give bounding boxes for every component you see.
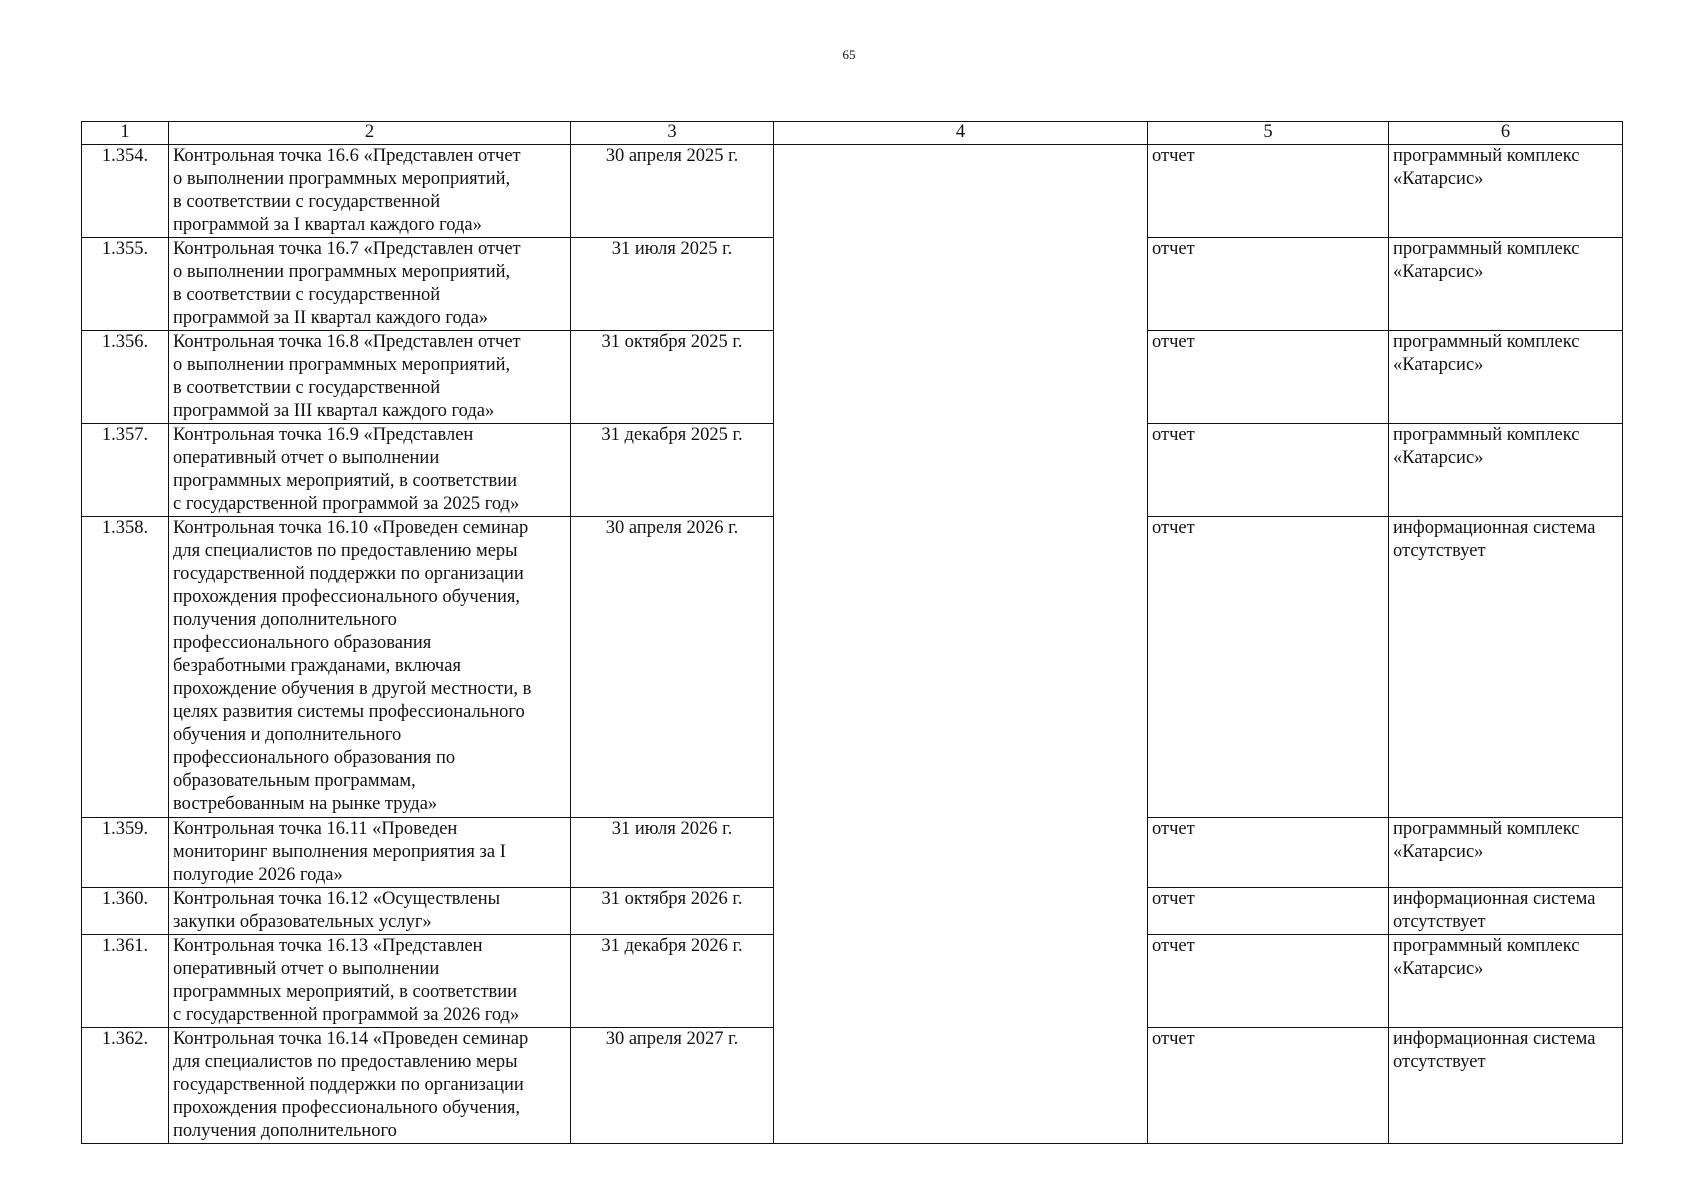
document-type: отчет	[1148, 818, 1389, 888]
control-point-text: Контрольная точка 16.13 «Представлен оперативный отчет о выполнении программных мероприятий, в соответствии с государственной программой за 2026 год»	[173, 936, 520, 1025]
column-header-5: 5	[1148, 122, 1389, 145]
information-system-text: программный комплекс «Катарсис»	[1393, 146, 1580, 189]
control-point-name	[169, 818, 571, 888]
information-system	[1389, 935, 1623, 1028]
column-header-1: 1	[82, 122, 169, 145]
due-date: 31 июля 2026 г.	[571, 818, 774, 888]
information-system-text: информационная система отсутствует	[1393, 889, 1596, 932]
control-point-name	[169, 517, 571, 818]
information-system-text: программный комплекс «Катарсис»	[1393, 425, 1580, 468]
table-header-row	[82, 122, 1623, 145]
information-system-text: программный комплекс «Катарсис»	[1393, 239, 1580, 282]
information-system	[1389, 517, 1623, 818]
control-point-name	[169, 145, 571, 238]
control-point-text: Контрольная точка 16.11 «Проведен мониторинг выполнения мероприятия за I полугодие 2026 года»	[173, 819, 506, 885]
control-point-text: Контрольная точка 16.8 «Представлен отчет о выполнении программных мероприятий, в соответствии с государственной программой за III квартал каждого года»	[173, 332, 521, 421]
document-type: отчет	[1148, 517, 1389, 818]
information-system	[1389, 424, 1623, 517]
information-system-text: информационная система отсутствует	[1393, 518, 1596, 561]
information-system-text: информационная система отсутствует	[1393, 1029, 1596, 1072]
document-type: отчет	[1148, 424, 1389, 517]
row-number: 1.360.	[82, 888, 169, 935]
due-date: 31 октября 2025 г.	[571, 331, 774, 424]
column-4-merged-cell	[774, 145, 1148, 1144]
control-point-name	[169, 888, 571, 935]
document-type: отчет	[1148, 145, 1389, 238]
row-number: 1.359.	[82, 818, 169, 888]
information-system	[1389, 888, 1623, 935]
document-type: отчет	[1148, 888, 1389, 935]
information-system	[1389, 145, 1623, 238]
page-number: 65	[842, 47, 856, 62]
column-header-2: 2	[169, 122, 571, 145]
due-date: 30 апреля 2027 г.	[571, 1028, 774, 1144]
column-header-4: 4	[774, 122, 1148, 145]
due-date: 31 декабря 2025 г.	[571, 424, 774, 517]
control-point-text: Контрольная точка 16.7 «Представлен отчет о выполнении программных мероприятий, в соответствии с государственной программой за II квартал каждого года»	[173, 239, 521, 328]
information-system	[1389, 238, 1623, 331]
due-date: 31 октября 2026 г.	[571, 888, 774, 935]
control-point-name	[169, 331, 571, 424]
due-date: 30 апреля 2026 г.	[571, 517, 774, 818]
control-point-text: Контрольная точка 16.6 «Представлен отчет о выполнении программных мероприятий, в соответствии с государственной программой за I квартал каждого года»	[173, 146, 521, 235]
document-type: отчет	[1148, 935, 1389, 1028]
control-point-name	[169, 238, 571, 331]
control-point-text: Контрольная точка 16.9 «Представлен оперативный отчет о выполнении программных мероприятий, в соответствии с государственной программой за 2025 год»	[173, 425, 520, 514]
control-point-name	[169, 935, 571, 1028]
document-type: отчет	[1148, 331, 1389, 424]
control-point-text: Контрольная точка 16.12 «Осуществлены закупки образовательных услуг»	[173, 889, 501, 932]
row-number: 1.357.	[82, 424, 169, 517]
row-number: 1.362.	[82, 1028, 169, 1144]
control-point-text: Контрольная точка 16.14 «Проведен семинар для специалистов по предоставлению меры государственной поддержки по организации прохождения профессионального обучения, получения дополнительного	[173, 1029, 529, 1141]
due-date: 31 июля 2025 г.	[571, 238, 774, 331]
row-number: 1.361.	[82, 935, 169, 1028]
document-type: отчет	[1148, 238, 1389, 331]
table-row	[82, 145, 1623, 238]
column-header-3: 3	[571, 122, 774, 145]
column-header-6: 6	[1389, 122, 1623, 145]
information-system	[1389, 331, 1623, 424]
due-date: 30 апреля 2025 г.	[571, 145, 774, 238]
control-point-name	[169, 1028, 571, 1144]
row-number: 1.356.	[82, 331, 169, 424]
control-point-text: Контрольная точка 16.10 «Проведен семинар для специалистов по предоставлению меры государственной поддержки по организации прохождения профессионального обучения, получения дополнительного профессионального образования безработными гражданами, включая прохождение обучения в другой местности, в целях развития системы профессионального обучения и дополнительного профессионального образования по образовательным программам, востребованным на рынке труда»	[173, 518, 532, 814]
information-system-text: программный комплекс «Катарсис»	[1393, 819, 1580, 862]
control-point-name	[169, 424, 571, 517]
information-system	[1389, 818, 1623, 888]
information-system-text: программный комплекс «Катарсис»	[1393, 332, 1580, 375]
control-points-table	[81, 121, 1623, 1144]
row-number: 1.354.	[82, 145, 169, 238]
information-system	[1389, 1028, 1623, 1144]
document-type: отчет	[1148, 1028, 1389, 1144]
row-number: 1.358.	[82, 517, 169, 818]
due-date: 31 декабря 2026 г.	[571, 935, 774, 1028]
row-number: 1.355.	[82, 238, 169, 331]
information-system-text: программный комплекс «Катарсис»	[1393, 936, 1580, 979]
